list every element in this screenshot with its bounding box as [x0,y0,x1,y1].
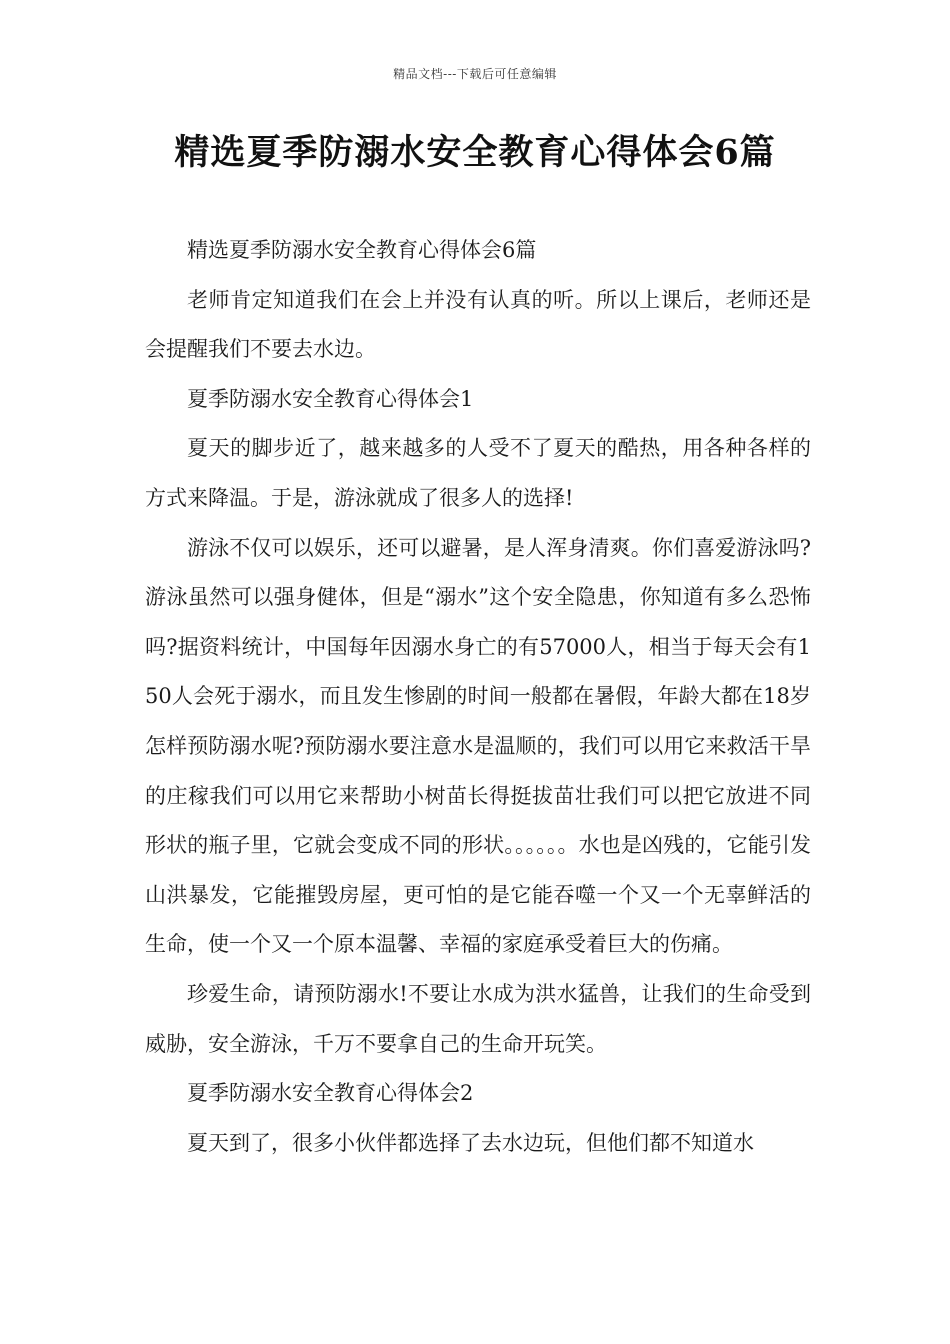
paragraph-subtitle: 精选夏季防溺水安全教育心得体会6篇 [187,238,537,262]
document-title: 精选夏季防溺水安全教育心得体会6篇 [174,132,776,173]
paragraph-cherish-life: 珍爱生命，请预防溺水!不要让水成为洪水猛兽，让我们的生命受到威胁，安全游泳，千万不要拿自己的生命开玩笑。 [145,981,811,1056]
paragraph-intro: 老师肯定知道我们在会上并没有认真的听。所以上课后，老师还是会提醒我们不要去水边。 [145,287,811,362]
document-body [145,226,811,1168]
paragraph-summer-arrived: 夏天到了，很多小伙伴都选择了去水边玩，但他们都不知道水 [187,1130,754,1155]
paragraph-summer: 夏天的脚步近了，越来越多的人受不了夏天的酷热，用各种各样的方式来降温。于是，游泳就成了很多人的选择! [145,436,811,510]
paragraph-swimming: 游泳不仅可以娱乐，还可以避暑，是人浑身清爽。你们喜爱游泳吗?游泳虽然可以强身健体，但是“溺水”这个安全隐患，你知道有多么恐怖吗?据资料统计，中国每年因溺水身亡的有57000人，相当于每天会有150人会死于溺水，而且发生惨剧的时间一般都在暑假，年龄大都在18岁怎样预防溺水呢?预防溺水要注意水是温顺的，我们可以用它来救活干旱的庄稼我们可以用它来帮助小树苗长得挺拔苗壮我们可以把它放进不同形状的瓶子里，它就会变成不同的形状。。。。。。水也是凶残的，它能引发山洪暴发，它能摧毁房屋，更可怕的是它能吞噬一个又一个无辜鲜活的生命，使一个又一个原本温馨、幸福的家庭承受着巨大的伤痛。 [145,535,811,957]
section-heading-1: 夏季防溺水安全教育心得体会1 [187,386,474,411]
section-heading-2: 夏季防溺水安全教育心得体会2 [187,1081,474,1106]
header-note: 精品文档---下载后可任意编辑 [393,67,557,81]
